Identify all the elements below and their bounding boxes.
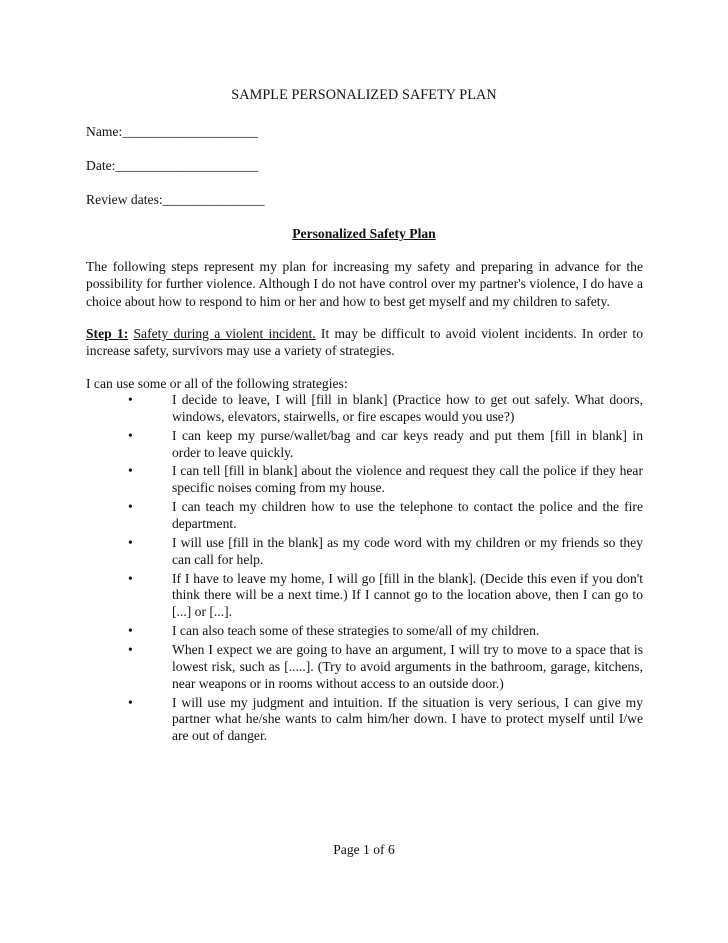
bullet-icon: • — [128, 427, 133, 443]
review-dates-field: Review dates:_______________ — [86, 192, 265, 207]
list-item: • I can keep my purse/wallet/bag and car keys ready and put them [fill in blank] in order to leave quickly. — [128, 427, 643, 460]
list-item: • I will use my judgment and intuition. If the situation is very serious, I can give my partner what he/she wants to calm him/her down. I have to protect myself until I/we are out of danger. — [128, 694, 643, 744]
bullet-icon: • — [128, 499, 133, 515]
bullet-icon: • — [128, 463, 133, 479]
document-title: SAMPLE PERSONALIZED SAFETY PLAN — [231, 87, 497, 103]
step1-label: Step 1: — [86, 326, 129, 341]
bullet-icon: • — [128, 694, 133, 710]
name-field: Name:____________________ — [86, 124, 259, 139]
list-item: • I can tell [fill in blank] about the violence and request they call the police if they hear specific noises coming from my house. — [128, 463, 643, 496]
list-item: • When I expect we are going to have an argument, I will try to move to a space that is lowest risk, such as [.....]. (Try to avoid arguments in the bathroom, garage, kitchens, near weapons or in rooms without access to an outside door.) — [128, 641, 643, 691]
strategy-list — [86, 392, 643, 747]
bullet-icon: • — [128, 570, 133, 586]
section-heading: Personalized Safety Plan — [292, 226, 436, 241]
strategies-intro: I can use some or all of the following strategies: — [86, 376, 348, 391]
step1-paragraph — [86, 325, 643, 360]
list-item: • I decide to leave, I will [fill in blank] (Practice how to get out safely. What doors, windows, elevators, stairwells, or fire escapes would you use?) — [128, 392, 643, 424]
bullet-icon: • — [128, 534, 133, 550]
bullet-icon: • — [128, 392, 133, 407]
step1-heading: Safety during a violent incident. — [133, 326, 316, 341]
bullet-icon: • — [128, 641, 133, 657]
list-item: • I can teach my children how to use the telephone to contact the police and the fire department. — [128, 499, 643, 532]
step1-text: It may be difficult to avoid violent incidents. In order to increase safety, survivors may use a variety of strategies. — [86, 326, 643, 359]
list-item: • If I have to leave my home, I will go [fill in the blank]. (Decide this even if you don't think there will be a next time.) If I cannot go to the location above, then I can go to [...] or [...]. — [128, 570, 643, 620]
list-item: • I will use [fill in the blank] as my code word with my children or my friends so they can call for help. — [128, 534, 643, 567]
bullet-icon: • — [128, 623, 133, 639]
intro-paragraph: The following steps represent my plan for increasing my safety and preparing in advance for the possibility for further violence. Although I do not have control over my partner's violence, I do have a choice about how to respond to him or her and how to best get myself and my children to safety. — [86, 259, 643, 309]
page-number: Page 1 of 6 — [333, 842, 395, 857]
date-field: Date:_____________________ — [86, 158, 259, 173]
list-item: • I can also teach some of these strategies to some/all of my children. — [128, 623, 540, 639]
